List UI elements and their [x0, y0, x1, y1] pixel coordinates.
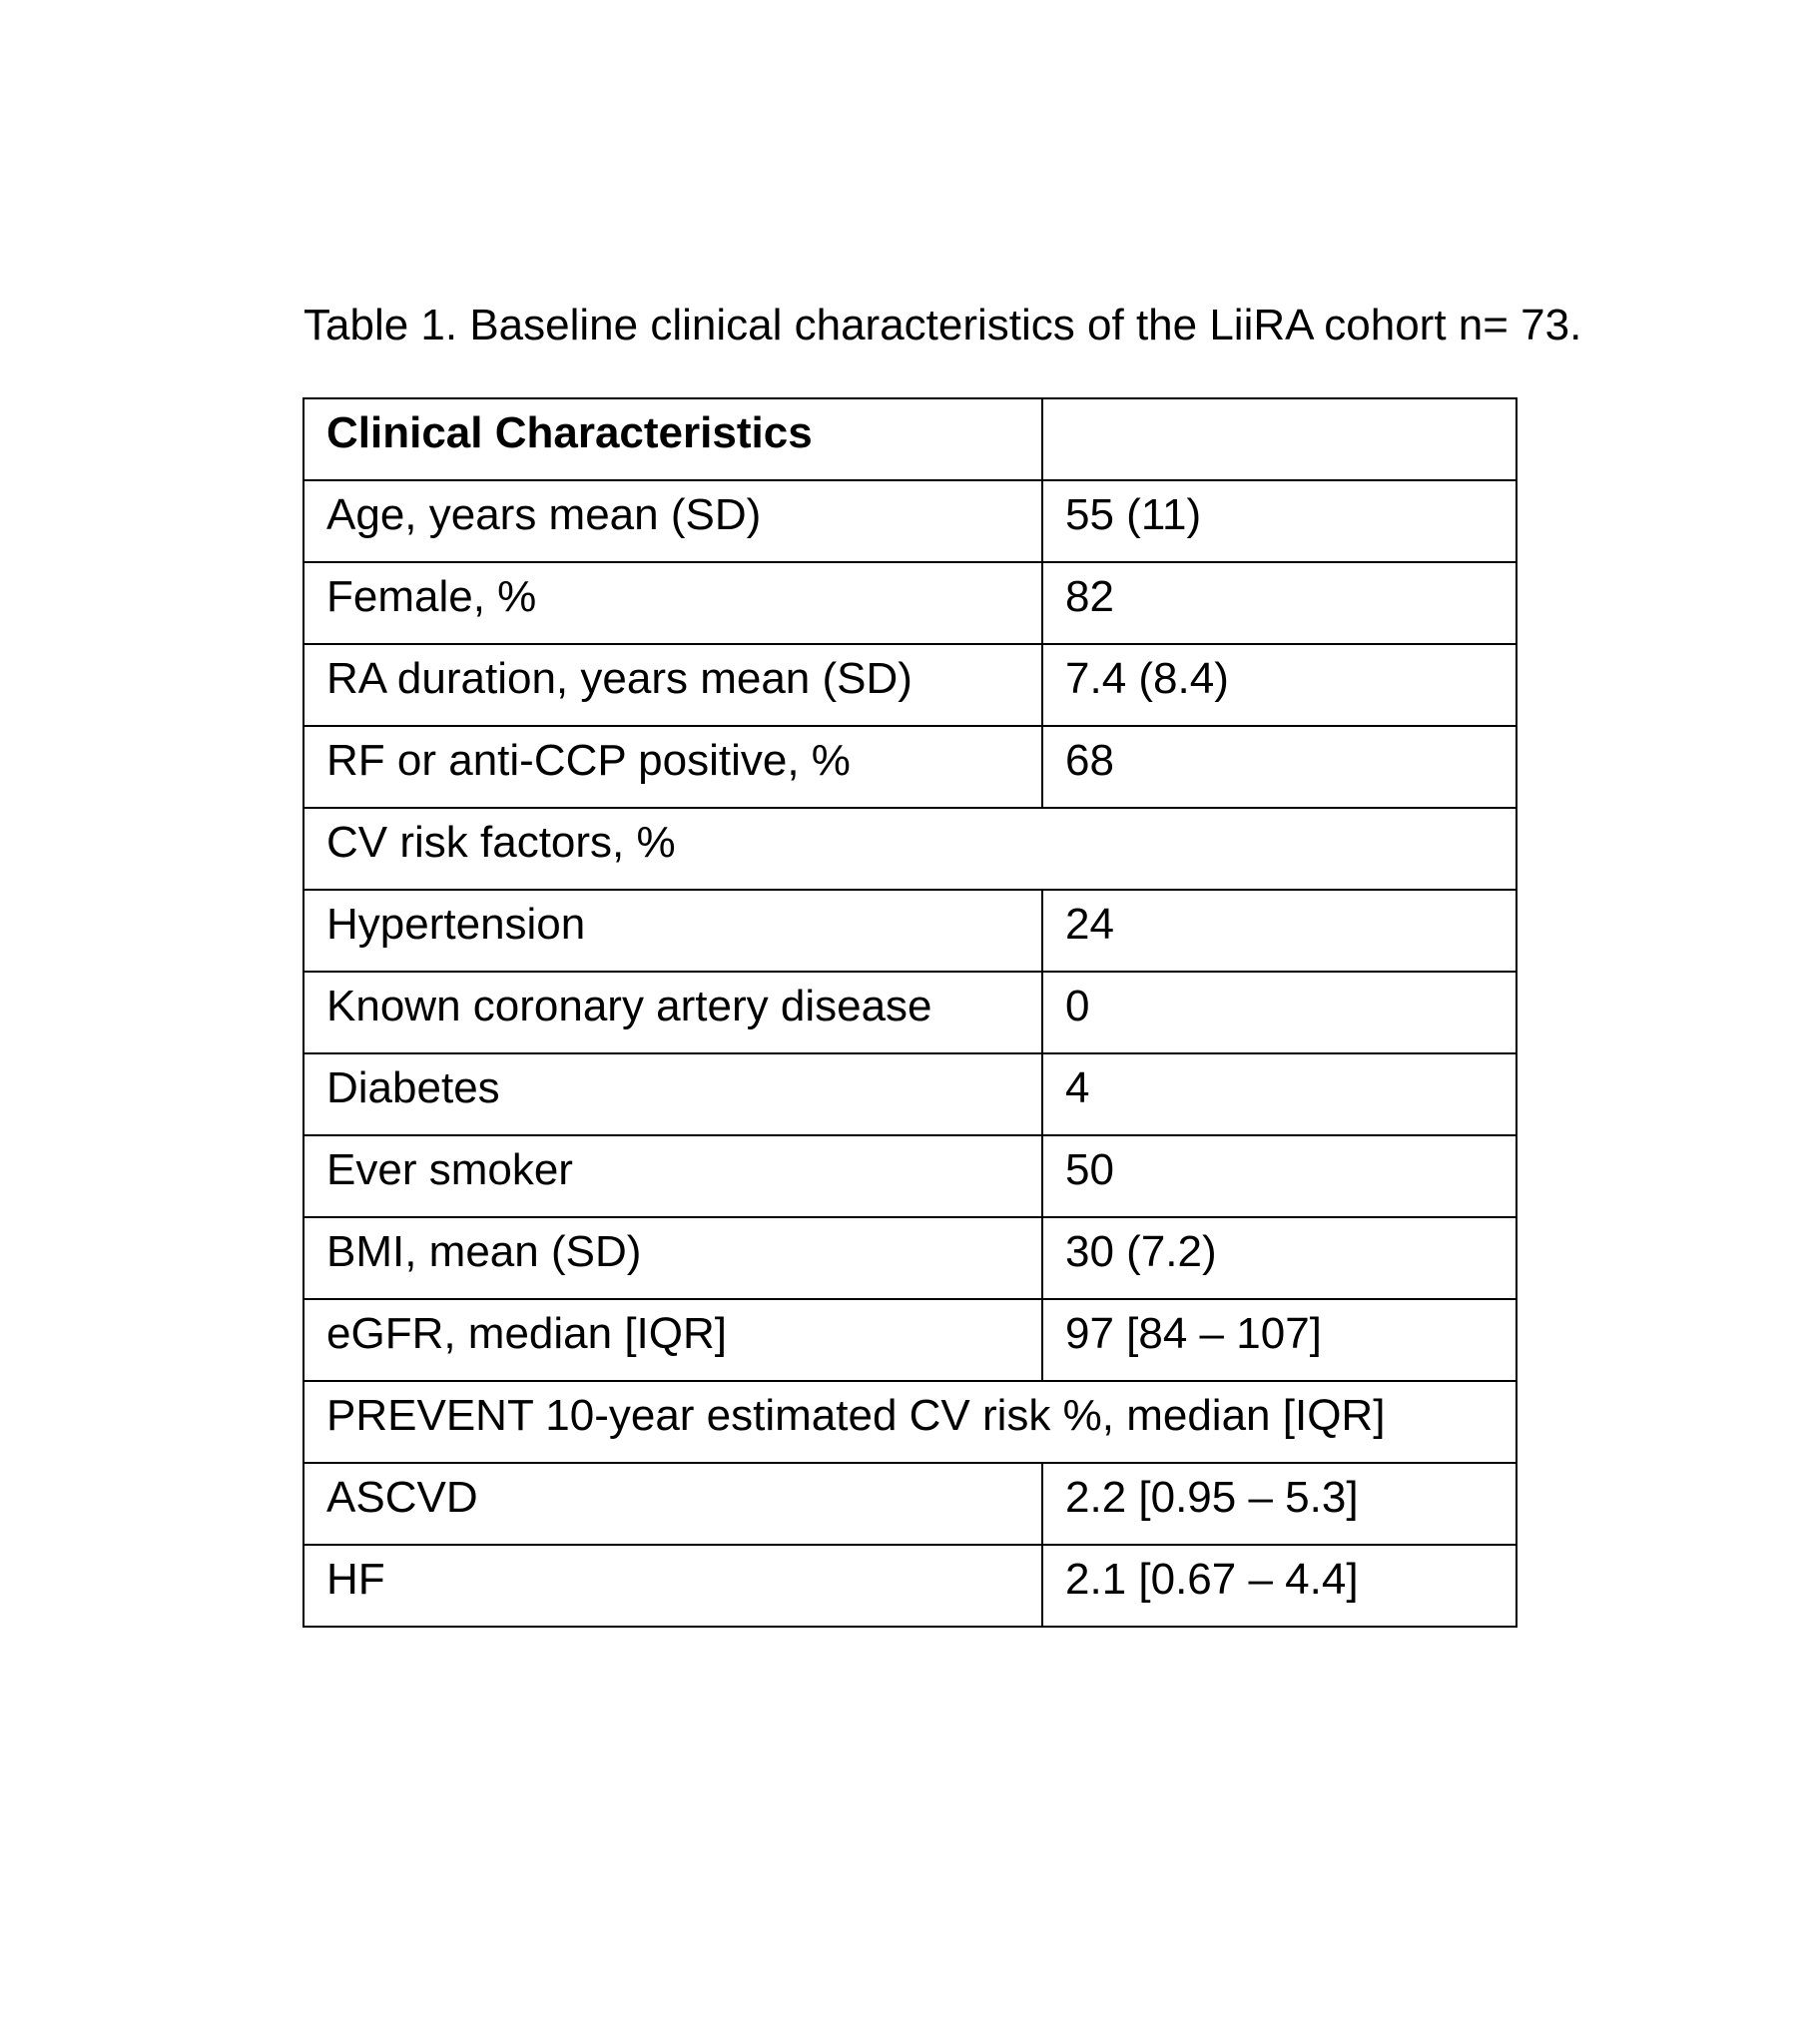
row-value-cell: 50	[1042, 1135, 1517, 1217]
table-row	[303, 972, 1517, 1053]
section-label-cell: CV risk factors, %	[303, 808, 1517, 890]
row-label-cell: Age, years mean (SD)	[303, 480, 1042, 562]
row-value-cell: 30 (7.2)	[1042, 1217, 1517, 1299]
row-label-cell: eGFR, median [IQR]	[303, 1299, 1042, 1381]
table-row	[303, 726, 1517, 808]
row-value-cell: 68	[1042, 726, 1517, 808]
row-value-cell: 2.1 [0.67 – 4.4]	[1042, 1545, 1517, 1627]
row-label-cell: Diabetes	[303, 1053, 1042, 1135]
table-row	[303, 1299, 1517, 1381]
table-row	[303, 1217, 1517, 1299]
table-row	[303, 1135, 1517, 1217]
table-row	[303, 1053, 1517, 1135]
row-label-cell: Ever smoker	[303, 1135, 1042, 1217]
header-label-cell: Clinical Characteristics	[303, 398, 1042, 480]
table-row	[303, 890, 1517, 972]
table-section-row	[303, 808, 1517, 890]
row-label-cell: HF	[303, 1545, 1042, 1627]
row-value-cell: 82	[1042, 562, 1517, 644]
row-label-cell: ASCVD	[303, 1463, 1042, 1545]
row-value-cell: 0	[1042, 972, 1517, 1053]
row-value-cell: 55 (11)	[1042, 480, 1517, 562]
table-row	[303, 1545, 1517, 1627]
table-section-row	[303, 1381, 1517, 1463]
row-label-cell: Known coronary artery disease	[303, 972, 1042, 1053]
row-label-cell: RA duration, years mean (SD)	[303, 644, 1042, 726]
row-label-cell: RF or anti-CCP positive, %	[303, 726, 1042, 808]
baseline-characteristics-table	[303, 397, 1517, 1628]
row-label-cell: Female, %	[303, 562, 1042, 644]
row-value-cell: 4	[1042, 1053, 1517, 1135]
table-row	[303, 562, 1517, 644]
section-label-cell: PREVENT 10-year estimated CV risk %, median [IQR]	[303, 1381, 1517, 1463]
table-caption: Table 1. Baseline clinical characteristics of the LiiRA cohort n= 73.	[303, 301, 1582, 349]
row-value-cell: 24	[1042, 890, 1517, 972]
table-header-row	[303, 398, 1517, 480]
row-label-cell: BMI, mean (SD)	[303, 1217, 1042, 1299]
row-value-cell: 7.4 (8.4)	[1042, 644, 1517, 726]
header-value-cell	[1042, 398, 1517, 480]
table-row	[303, 1463, 1517, 1545]
row-value-cell: 97 [84 – 107]	[1042, 1299, 1517, 1381]
table-row	[303, 644, 1517, 726]
table-row	[303, 480, 1517, 562]
row-label-cell: Hypertension	[303, 890, 1042, 972]
row-value-cell: 2.2 [0.95 – 5.3]	[1042, 1463, 1517, 1545]
